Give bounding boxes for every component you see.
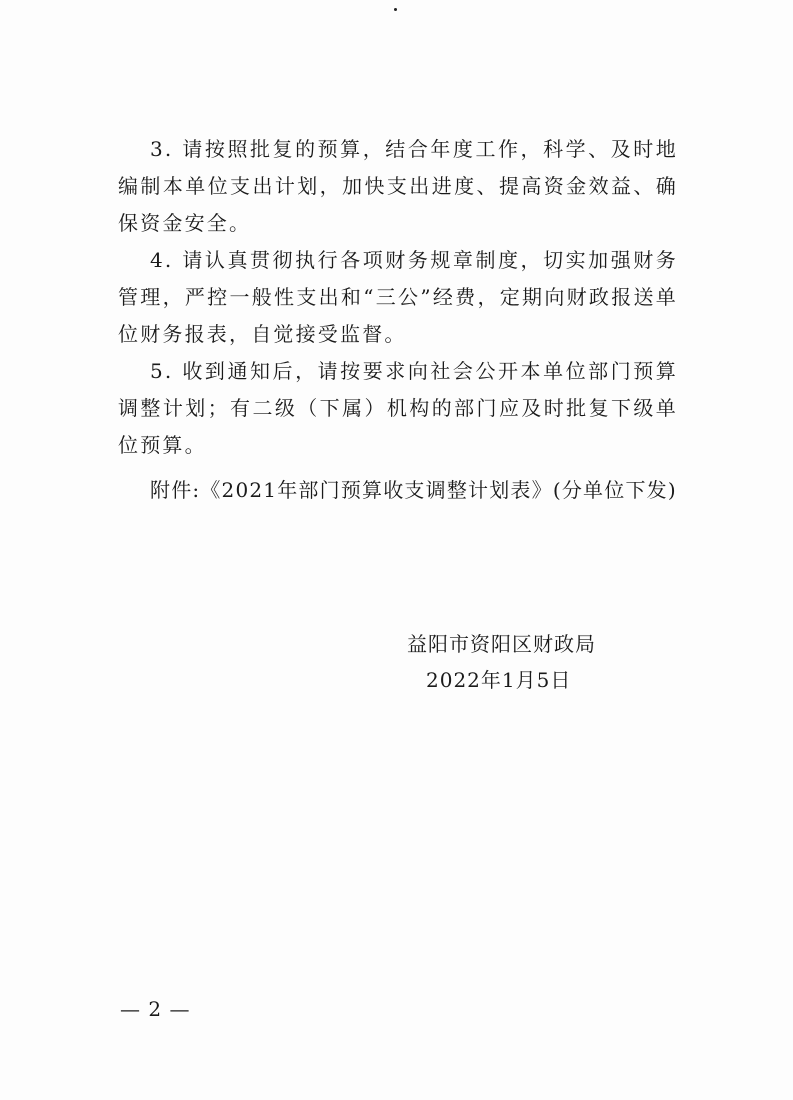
document-body — [118, 131, 678, 464]
attachment-line: 附件:《2021年部门预算收支调整计划表》(分单位下发) — [150, 478, 677, 502]
paragraph-5: 5. 收到通知后，请按要求向社会公开本单位部门预算调整计划；有二级（下属）机构的部门应及时批复下级单位预算。 — [118, 359, 678, 457]
issuing-authority: 益阳市资阳区财政局 — [407, 632, 596, 656]
issue-date: 2022年1月5日 — [426, 668, 572, 692]
paragraph-3: 3. 请按照批复的预算，结合年度工作，科学、及时地编制本单位支出计划，加快支出进度、提高资金效益、确保资金安全。 — [118, 137, 678, 235]
page-number: — 2 — — [120, 997, 191, 1021]
paragraph-4: 4. 请认真贯彻执行各项财务规章制度，切实加强财务管理，严控一般性支出和“三公”经费，定期向财政报送单位财务报表，自觉接受监督。 — [118, 248, 678, 346]
scan-mark — [394, 8, 397, 11]
